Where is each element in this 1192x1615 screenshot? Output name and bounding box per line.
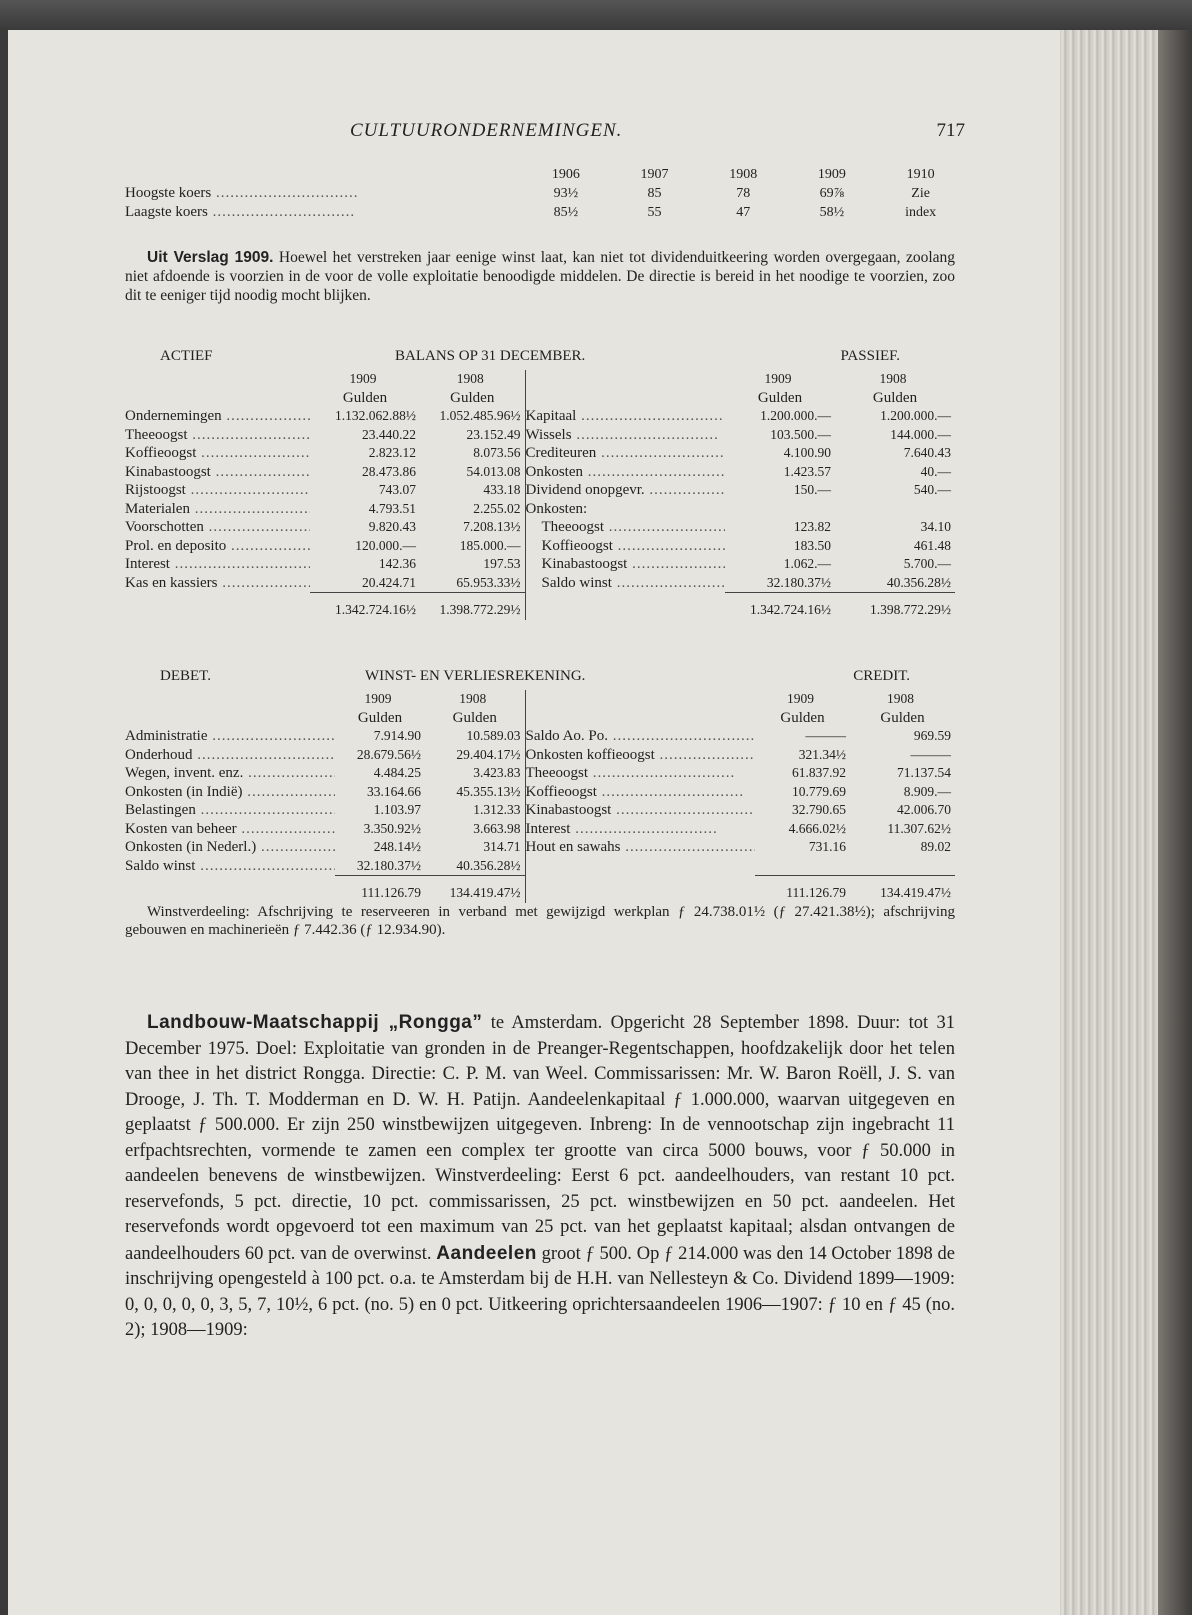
item-label: Theeoogst ..... <box>525 764 755 783</box>
balans-row <box>125 574 955 593</box>
year-header-row <box>125 690 955 709</box>
value-1909: 142.36 <box>378 556 416 571</box>
balans-table <box>125 370 955 620</box>
value-1909 <box>725 500 835 519</box>
passief-heading: PASSIEF. <box>840 348 900 364</box>
item-label: Saldo winst ..... <box>125 857 335 876</box>
value-1909: 1.423.57 <box>783 463 831 479</box>
unit-header-row <box>125 389 955 408</box>
koers-table <box>125 165 965 222</box>
item-label: Onderhoud ..... <box>125 746 335 765</box>
value-1909: 4.484.25 <box>373 765 421 780</box>
page-number: 717 <box>936 120 965 141</box>
year-header: 1909 <box>349 371 377 386</box>
item-label: Kapitaal ..... <box>525 407 725 426</box>
year-cell: 1906 <box>551 167 580 182</box>
value-1909 <box>755 857 850 876</box>
wv-row <box>125 727 955 746</box>
value-1909: 1.200.000.— <box>760 408 831 423</box>
debet-heading: DEBET. <box>160 668 211 684</box>
wv-table <box>125 690 955 903</box>
wv-row <box>125 746 955 765</box>
balans-section <box>125 348 955 620</box>
wv-title: WINST- EN VERLIESREKENING. <box>365 668 586 684</box>
year-header: 1909 <box>787 691 814 706</box>
koers-label: Laagste koers ..... <box>125 203 522 222</box>
item-label: Wissels ..... <box>525 426 725 445</box>
running-title: CULTUURONDERNEMINGEN. <box>350 120 623 141</box>
value-1908: ——— <box>910 746 951 762</box>
item-label: Administratie ..... <box>125 727 335 746</box>
unit-header: Gulden <box>425 709 525 728</box>
value-1908: 2.255.02 <box>420 500 525 519</box>
value-1909: 61.837.92 <box>792 765 846 780</box>
value-1909: 120.000.— <box>355 537 416 553</box>
page-edges <box>1060 30 1192 1615</box>
total-value: 1.342.724.16½ <box>725 593 835 620</box>
unit-header: Gulden <box>780 709 825 726</box>
verslag-label: Uit Verslag 1909. <box>147 249 274 266</box>
rongga-entry <box>125 1010 955 1344</box>
value-1909: 248.14½ <box>373 839 421 854</box>
koers-row <box>125 184 965 203</box>
value-1909: 4.100.90 <box>783 445 831 460</box>
verslag-paragraph <box>125 248 955 305</box>
value-1908: 65.953.33½ <box>420 574 525 593</box>
value-1908: 11.307.62½ <box>887 820 951 836</box>
value-1908: 8.909.— <box>903 783 951 799</box>
unit-header: Gulden <box>872 389 918 406</box>
item-label: Prol. en deposito ..... <box>125 537 310 556</box>
balans-title: BALANS OP 31 DECEMBER. <box>395 348 586 364</box>
value-1909: 28.679.56½ <box>356 746 421 762</box>
unit-header: Gulden <box>420 389 525 408</box>
value-1908: 10.589.03 <box>425 727 525 746</box>
item-label: Onkosten (in Indië) ..... <box>125 783 335 802</box>
winstverdeeling-note: Winstverdeeling: Afschrijving te reserveeren in verband met gewijzigd werkplan ƒ 24.738.01½ (ƒ 27.421.38½); afschrijving gebouwen en machinerieën ƒ 7.442.36 (ƒ 12.934.90). <box>125 903 955 938</box>
item-label: Interest ..... <box>525 820 755 839</box>
wv-total-row <box>125 876 955 903</box>
item-label: Dividend onopgevr. ..... <box>525 481 725 500</box>
unit-header: Gulden <box>357 709 403 726</box>
value-1909: 23.440.22 <box>362 426 416 442</box>
item-label: Koffieoogst ..... <box>525 537 725 556</box>
year-header: 1908 <box>887 691 914 706</box>
item-label: Theeoogst ..... <box>125 426 310 445</box>
value-1908: 34.10 <box>920 519 951 534</box>
value-1909: 32.180.37½ <box>356 857 421 873</box>
value-1909: 4.793.51 <box>368 500 416 516</box>
value-1908: 461.48 <box>913 537 951 553</box>
credit-heading: CREDIT. <box>853 668 910 684</box>
item-label: Onkosten ..... <box>525 463 725 482</box>
item-label: Wegen, invent. enz. ..... <box>125 764 335 783</box>
year-cell: 1907 <box>640 167 669 182</box>
value-1908: 7.640.43 <box>903 445 951 460</box>
balans-row <box>125 463 955 482</box>
item-label: Onkosten koffieoogst ..... <box>525 746 755 765</box>
company-name: Landbouw-Maatschappij „Rongga” <box>147 1012 483 1033</box>
value-1909: 123.82 <box>793 519 831 534</box>
value-1909: 10.779.69 <box>792 783 846 799</box>
wv-row <box>125 801 955 820</box>
value-1909: 321.34½ <box>798 746 846 762</box>
value-1909: 33.164.66 <box>367 783 421 799</box>
unit-header: Gulden <box>342 389 388 406</box>
value-1908: 8.073.56 <box>420 444 525 463</box>
balans-row <box>125 518 955 537</box>
value-1908: 71.137.54 <box>897 765 951 780</box>
value-1909: 28.473.86 <box>362 463 416 479</box>
value-1908: 40.— <box>920 463 951 479</box>
value-1908: 45.355.13½ <box>425 783 525 802</box>
item-label: Voorschotten ..... <box>125 518 310 537</box>
company-text-tail: groot ƒ 500. Op ƒ 214.000 was den 14 October 1898 de inschrijving opengesteld à 100 pct. o.a. te Amsterdam bij de H.H. van Nellesteyn & Co. Dividend 1899—1909: 0, 0, 0, 0, 0, 3, 5, 7, 10½, 6 pct. (no. 5) en 0 pct. Uitkeering oprichtersaandeelen 1906—1907: ƒ 10 en ƒ 45 (no. 2); 1908—1909: <box>125 1243 956 1340</box>
value-1908 <box>850 857 955 876</box>
koers-value: 78 <box>736 186 751 201</box>
value-1909: 9.820.43 <box>368 519 416 534</box>
koers-value: 93½ <box>553 186 579 201</box>
item-label: Saldo winst ..... <box>525 574 725 593</box>
koers-value: Zie <box>911 186 930 201</box>
balans-row <box>125 426 955 445</box>
value-1909: 7.914.90 <box>373 728 421 743</box>
item-label: Materialen ..... <box>125 500 310 519</box>
item-label: Kinabastoogst ..... <box>525 555 725 574</box>
balans-total-row <box>125 593 955 620</box>
value-1908: 42.006.70 <box>897 802 951 817</box>
koers-label: Hoogste koers ..... <box>125 184 522 203</box>
item-label: Koffieoogst ..... <box>125 444 310 463</box>
item-label: Kas en kassiers ..... <box>125 574 310 593</box>
total-value: 111.126.79 <box>755 876 850 903</box>
value-1909: 3.350.92½ <box>363 820 421 836</box>
value-1909: 183.50 <box>793 537 831 553</box>
actief-heading: ACTIEF <box>160 348 213 364</box>
year-header: 1908 <box>420 370 525 389</box>
year-header: 1908 <box>879 371 907 386</box>
value-1909: 32.180.37½ <box>766 574 831 590</box>
item-label: Onkosten (in Nederl.) ..... <box>125 838 335 857</box>
item-label: Kinabastoogst ..... <box>525 801 755 820</box>
value-1908: 433.18 <box>420 481 525 500</box>
item-label <box>525 857 755 876</box>
wv-row <box>125 820 955 839</box>
value-1908 <box>835 500 955 519</box>
value-1908: 29.404.17½ <box>425 746 525 765</box>
value-1908: 3.663.98 <box>425 820 525 839</box>
balans-row <box>125 481 955 500</box>
item-label: Ondernemingen ..... <box>125 407 310 426</box>
balans-row <box>125 555 955 574</box>
value-1909: 150.— <box>793 482 831 497</box>
value-1908: 89.02 <box>920 839 951 854</box>
value-1909: 1.103.97 <box>373 802 421 817</box>
wv-row <box>125 764 955 783</box>
wv-row <box>125 857 955 876</box>
unit-header: Gulden <box>880 709 925 726</box>
item-label: Hout en sawahs ..... <box>525 838 755 857</box>
year-header: 1909 <box>364 691 392 706</box>
running-header <box>120 120 965 144</box>
value-1909: 103.500.— <box>770 426 831 442</box>
koers-year-row <box>125 165 965 184</box>
year-cell: 1909 <box>817 167 846 182</box>
total-value: 1.342.724.16½ <box>310 593 420 620</box>
item-label: Saldo Ao. Po. ..... <box>525 727 755 746</box>
total-value: 134.419.47½ <box>425 876 525 903</box>
item-label: Theeoogst ..... <box>525 518 725 537</box>
item-label: Koffieoogst ..... <box>525 783 755 802</box>
item-label: Belastingen ..... <box>125 801 335 820</box>
value-1909: 1.062.— <box>783 556 831 571</box>
year-header: 1909 <box>764 371 792 386</box>
koers-value: 85 <box>647 186 662 201</box>
koers-row <box>125 203 965 222</box>
value-1909: 743.07 <box>378 482 416 497</box>
verslag-text: Hoewel het verstreken jaar eenige winst laat, kan niet tot dividenduitkeering worden overgegaan, zoolang niet afdoende is voorzien in de voor de volle exploitatie benoodigde middelen. De directie is bereid in het noodige te voorzien, zoo dit te eeniger tijd noodig mocht blijken. <box>125 249 956 304</box>
value-1908: 40.356.28½ <box>886 574 951 590</box>
item-label: Interest ..... <box>125 555 310 574</box>
value-1909: 1.132.062.88½ <box>335 408 416 423</box>
unit-header-row <box>125 709 955 728</box>
koers-value: 85½ <box>553 205 579 220</box>
total-value: 134.419.47½ <box>850 876 955 903</box>
item-label: Onkosten: <box>525 500 588 517</box>
value-1909: 4.666.02½ <box>788 820 846 836</box>
item-label: Kinabastoogst ..... <box>125 463 310 482</box>
balans-row <box>125 500 955 519</box>
value-1908: 314.71 <box>425 838 525 857</box>
koers-value: 58½ <box>819 205 845 220</box>
value-1908: 197.53 <box>420 555 525 574</box>
winst-verlies-section <box>125 668 955 939</box>
value-1909: 2.823.12 <box>368 445 416 460</box>
value-1908: 185.000.— <box>420 537 525 556</box>
value-1908: 3.423.83 <box>425 764 525 783</box>
balans-row <box>125 444 955 463</box>
total-value: 1.398.772.29½ <box>420 593 525 620</box>
value-1908: 969.59 <box>913 728 951 743</box>
value-1909: ——— <box>805 728 846 743</box>
total-value: 111.126.79 <box>335 876 425 903</box>
value-1908: 5.700.— <box>903 556 951 571</box>
company-text: te Amsterdam. Opgericht 28 September 1898. Duur: tot 31 December 1975. Doel: Exploitatie van gronden in de Preanger-Regentschappen, hoofdzakelijk door het telen van thee in het district Rongga. Directie: C. P. M. van Weel. Commissarissen: Mr. W. Baron Roëll, J. S. van Drooge, J. Th. T. Modderman en D. W. H. Patijn. Aandeelenkapitaal ƒ 1.000.000, waarvan uitgegeven en geplaatst ƒ 500.000. Er zijn 250 winstbewijzen uitgegeven. Inbreng: In de vennootschap zijn ingebracht 11 erfpachtsrechten, vormende te zamen een complex ter grootte van circa 5000 bouws, voor ƒ 50.000 in aandeelen benevens de winstbewijzen. Winstverdeeling: Eerst 6 pct. aandeelhouders, van restant 10 pct. reservefonds, 5 pct. directie, 10 pct. commissarissen, 25 pct. winstbewijzen en 50 pct. aandeelen. Het reservefonds wordt opgevoerd tot een maximum van 25 pct. van het geplaatst kapitaal; alsdan ontvangen de aandeelhouders 60 pct. van de overwinst. <box>125 1013 955 1264</box>
balans-row <box>125 407 955 426</box>
value-1908: 1.200.000.— <box>880 408 951 423</box>
value-1908: 7.208.13½ <box>420 518 525 537</box>
item-label: Crediteuren ..... <box>525 444 725 463</box>
value-1908: 54.013.08 <box>420 463 525 482</box>
value-1909: 731.16 <box>808 839 846 854</box>
koers-value: 69⅞ <box>819 186 845 201</box>
value-1908: 40.356.28½ <box>425 857 525 876</box>
value-1909: 20.424.71 <box>362 574 416 590</box>
item-label: Kosten van beheer ..... <box>125 820 335 839</box>
wv-row <box>125 838 955 857</box>
balans-row <box>125 537 955 556</box>
value-1908: 144.000.— <box>890 426 951 442</box>
aandeelen-label: Aandeelen <box>436 1242 537 1264</box>
value-1908: 540.— <box>913 482 951 497</box>
year-header: 1908 <box>425 690 525 709</box>
value-1908: 23.152.49 <box>420 426 525 445</box>
koers-value: 55 <box>647 205 662 220</box>
unit-header: Gulden <box>757 389 803 406</box>
year-cell: 1910 <box>906 167 935 182</box>
value-1908: 1.052.485.96½ <box>420 407 525 426</box>
item-label: Rijstoogst ..... <box>125 481 310 500</box>
year-header-row <box>125 370 955 389</box>
value-1908: 1.312.33 <box>425 801 525 820</box>
total-value: 1.398.772.29½ <box>835 593 955 620</box>
koers-value: 47 <box>736 205 751 220</box>
wv-row <box>125 783 955 802</box>
value-1909: 32.790.65 <box>792 802 846 817</box>
koers-value: index <box>905 205 937 220</box>
year-cell: 1908 <box>729 167 758 182</box>
